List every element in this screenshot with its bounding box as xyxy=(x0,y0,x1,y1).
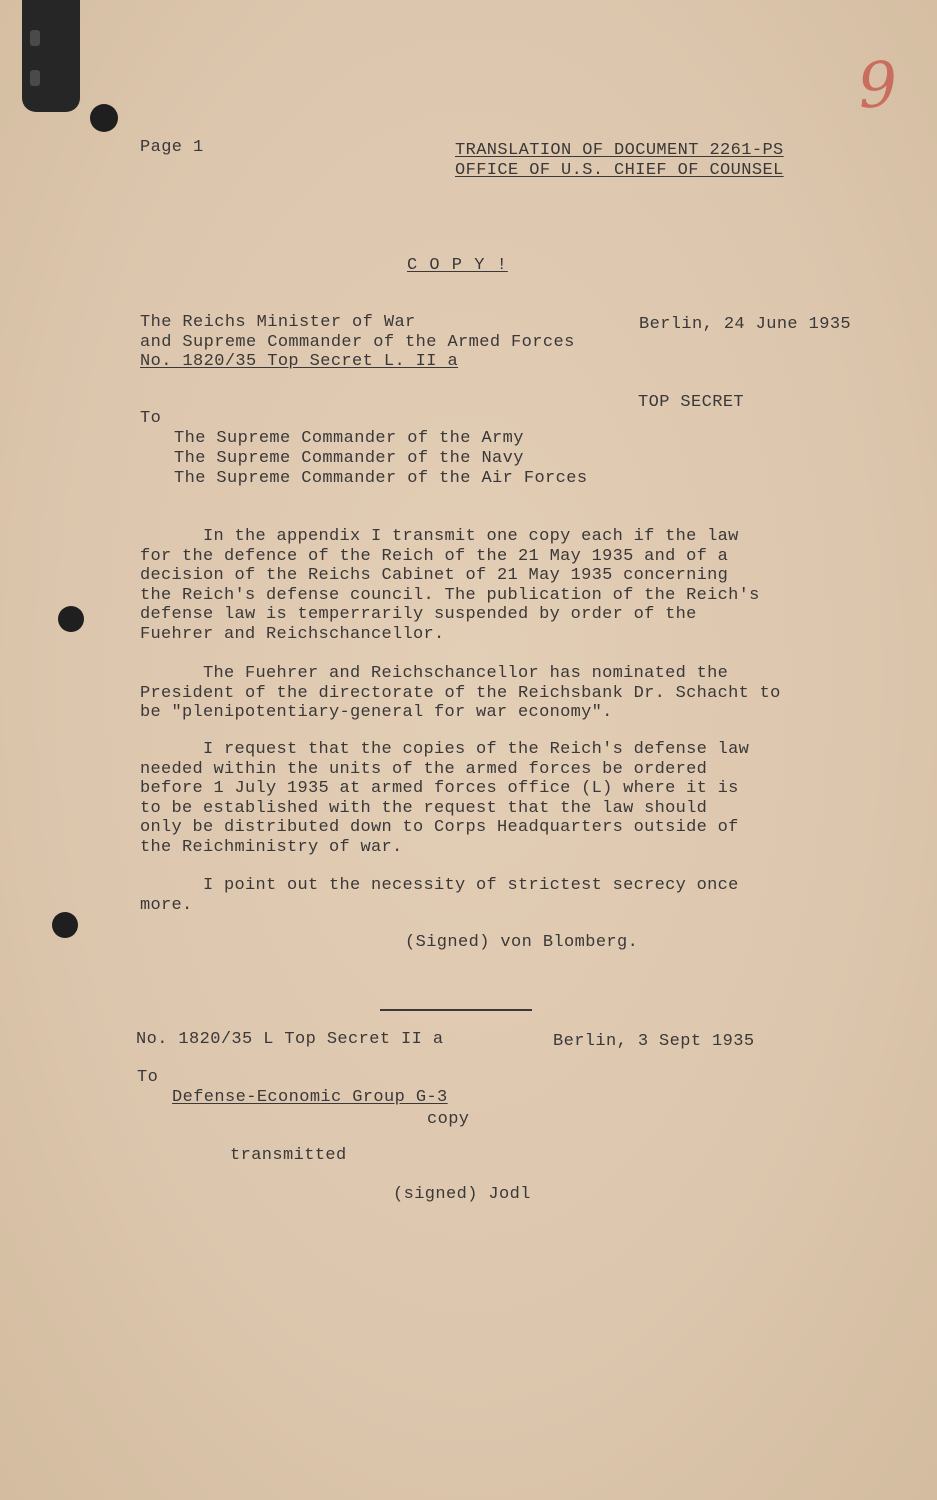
sender-line-1: The Reichs Minister of War xyxy=(140,313,416,332)
sender-line-2: and Supreme Commander of the Armed Forces xyxy=(140,333,575,352)
to-label: To xyxy=(140,409,162,428)
paragraph-secrecy: I point out the necessity of strictest secrecy once more. xyxy=(140,876,739,915)
binder-clip xyxy=(22,0,80,112)
second-recipient: Defense-Economic Group G-3 xyxy=(172,1088,448,1107)
second-to-label: To xyxy=(137,1068,159,1087)
copy-label: copy xyxy=(427,1110,470,1129)
sender-reference: No. 1820/35 Top Secret L. II a xyxy=(140,352,459,371)
second-reference: No. 1820/35 L Top Secret II a xyxy=(136,1030,444,1049)
office-title: OFFICE OF U.S. CHIEF OF COUNSEL xyxy=(455,161,784,180)
signature-blomberg: (Signed) von Blomberg. xyxy=(405,933,639,952)
transmitted-label: transmitted xyxy=(230,1146,347,1165)
recipient-army: The Supreme Commander of the Army xyxy=(174,429,524,448)
paragraph-appendix: In the appendix I transmit one copy each if the law for the defence of the Reich of the 21 May 1935 and of a decision of the Reichs Cabinet of 21 May 1935 concerning the Reich's defense council. The publication of the Reich's defense law is temperrarily suspended by order of the Fuehrer and Reichschancellor. xyxy=(140,527,760,644)
place-date: Berlin, 24 June 1935 xyxy=(639,315,852,334)
signature-jodl: (signed) Jodl xyxy=(393,1185,531,1204)
punch-hole-middle xyxy=(58,606,84,632)
recipient-navy: The Supreme Commander of the Navy xyxy=(174,449,524,468)
page-label: Page 1 xyxy=(140,138,204,157)
punch-hole-bottom xyxy=(52,912,78,938)
paragraph-request: I request that the copies of the Reich's defense law needed within the units of the armed forces be ordered before 1 July 1935 at armed forces office (L) where it is to be established with the request that the law should only be distributed down to Corps Headquarters outside of the Reichministry of war. xyxy=(140,740,750,857)
copy-heading: C O P Y ! xyxy=(407,256,508,275)
translation-title: TRANSLATION OF DOCUMENT 2261-PS xyxy=(455,141,784,160)
classification: TOP SECRET xyxy=(638,393,745,412)
handwritten-page-number: 9 xyxy=(855,47,900,123)
punch-hole-top xyxy=(90,104,118,132)
recipient-air-forces: The Supreme Commander of the Air Forces xyxy=(174,469,588,488)
paragraph-nomination: The Fuehrer and Reichschancellor has nominated the President of the directorate of the Reichsbank Dr. Schacht to be "plenipotentiary-general for war economy". xyxy=(140,664,781,722)
separator-line xyxy=(380,1009,532,1011)
second-place-date: Berlin, 3 Sept 1935 xyxy=(553,1032,755,1051)
